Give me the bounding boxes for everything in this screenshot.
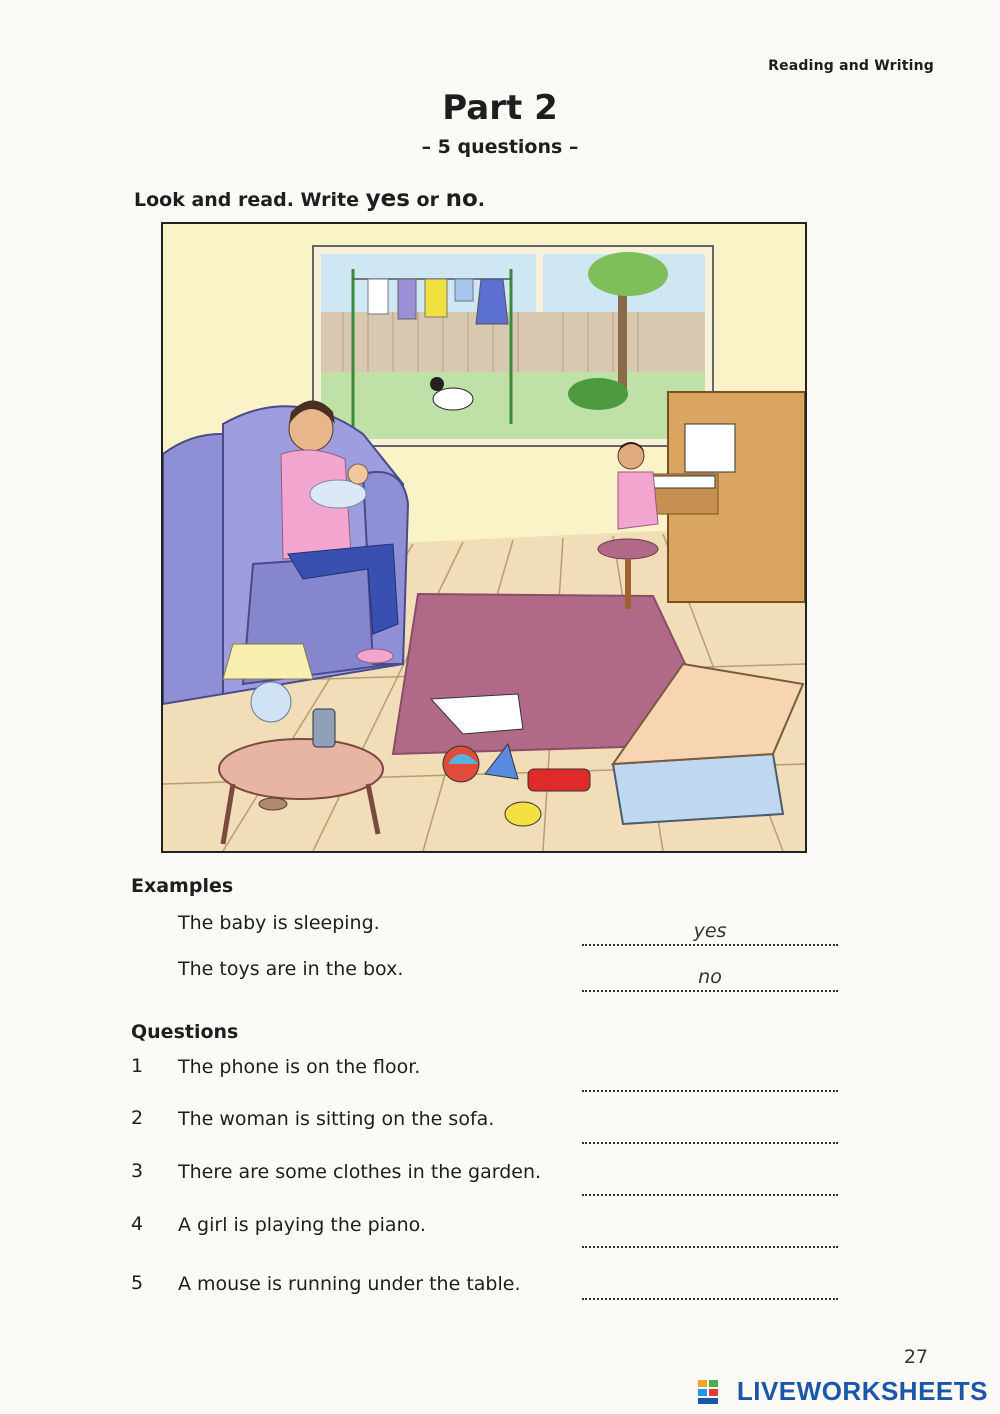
living-room-illustration [161, 222, 807, 853]
garden-fence [321, 312, 705, 372]
instruction-no: no [445, 186, 478, 212]
toy-box [613, 754, 783, 824]
scene-svg [163, 224, 805, 851]
question-text: A mouse is running under the table. [178, 1273, 521, 1295]
instruction-middle: or [409, 189, 446, 211]
questions-heading: Questions [131, 1021, 239, 1043]
page-number: 27 [903, 1346, 928, 1368]
tree-leaves [588, 252, 668, 296]
question-number: 1 [131, 1055, 144, 1077]
question-number: 2 [131, 1107, 144, 1129]
page-subtitle: – 5 questions – [421, 136, 579, 158]
sheet-music [685, 424, 735, 472]
tree-trunk [618, 284, 627, 394]
question-text: There are some clothes in the garden. [178, 1161, 542, 1183]
page-title: Part 2 [442, 88, 558, 128]
question-number: 4 [131, 1213, 144, 1235]
girl-body [618, 472, 658, 529]
answer-field-2[interactable] [582, 1118, 838, 1144]
trousers-purple [398, 279, 416, 319]
example-sentence: The baby is sleeping. [178, 912, 380, 934]
example-answer: no [698, 966, 722, 988]
toy-car [528, 769, 590, 791]
instruction [134, 186, 485, 212]
garden-bush [568, 378, 628, 410]
toy-duck [505, 802, 541, 826]
answer-field-4[interactable] [582, 1222, 838, 1248]
example-answer: yes [693, 920, 727, 942]
answer-field-5[interactable] [582, 1274, 838, 1300]
lamp-base [251, 682, 291, 722]
shirt-white [368, 279, 388, 314]
lawn [321, 372, 705, 439]
examples-heading: Examples [131, 875, 234, 897]
question-text: The woman is sitting on the sofa. [178, 1108, 495, 1130]
question-text: A girl is playing the piano. [178, 1214, 426, 1236]
brand-wordmark[interactable]: LIVEWORKSHEETS [736, 1376, 988, 1406]
instruction-suffix: . [477, 189, 485, 211]
example-answer-line [582, 966, 838, 992]
phone [313, 709, 335, 747]
woman-slippers [357, 649, 393, 663]
instruction-yes: yes [365, 186, 410, 212]
piano-stool-seat [598, 539, 658, 559]
sock-blue [455, 279, 473, 301]
example-sentence: The toys are in the box. [178, 958, 404, 980]
question-text: The phone is on the floor. [178, 1056, 421, 1078]
mouse [259, 798, 287, 810]
example-answer-line [582, 920, 838, 946]
answer-field-1[interactable] [582, 1066, 838, 1092]
shirt-yellow [425, 279, 447, 317]
instruction-prefix: Look and read. Write [134, 189, 366, 211]
dog [433, 388, 473, 410]
lamp-shade [223, 644, 313, 679]
dog-head [430, 377, 444, 391]
question-number: 3 [131, 1160, 144, 1182]
liveworksheets-logo-icon [698, 1380, 718, 1404]
section-label: Reading and Writing [768, 58, 934, 74]
coffee-table [219, 739, 383, 799]
piano-keys [651, 476, 715, 488]
question-number: 5 [131, 1272, 144, 1294]
baby-head [348, 464, 368, 484]
answer-field-3[interactable] [582, 1170, 838, 1196]
dress-blue [476, 279, 508, 324]
